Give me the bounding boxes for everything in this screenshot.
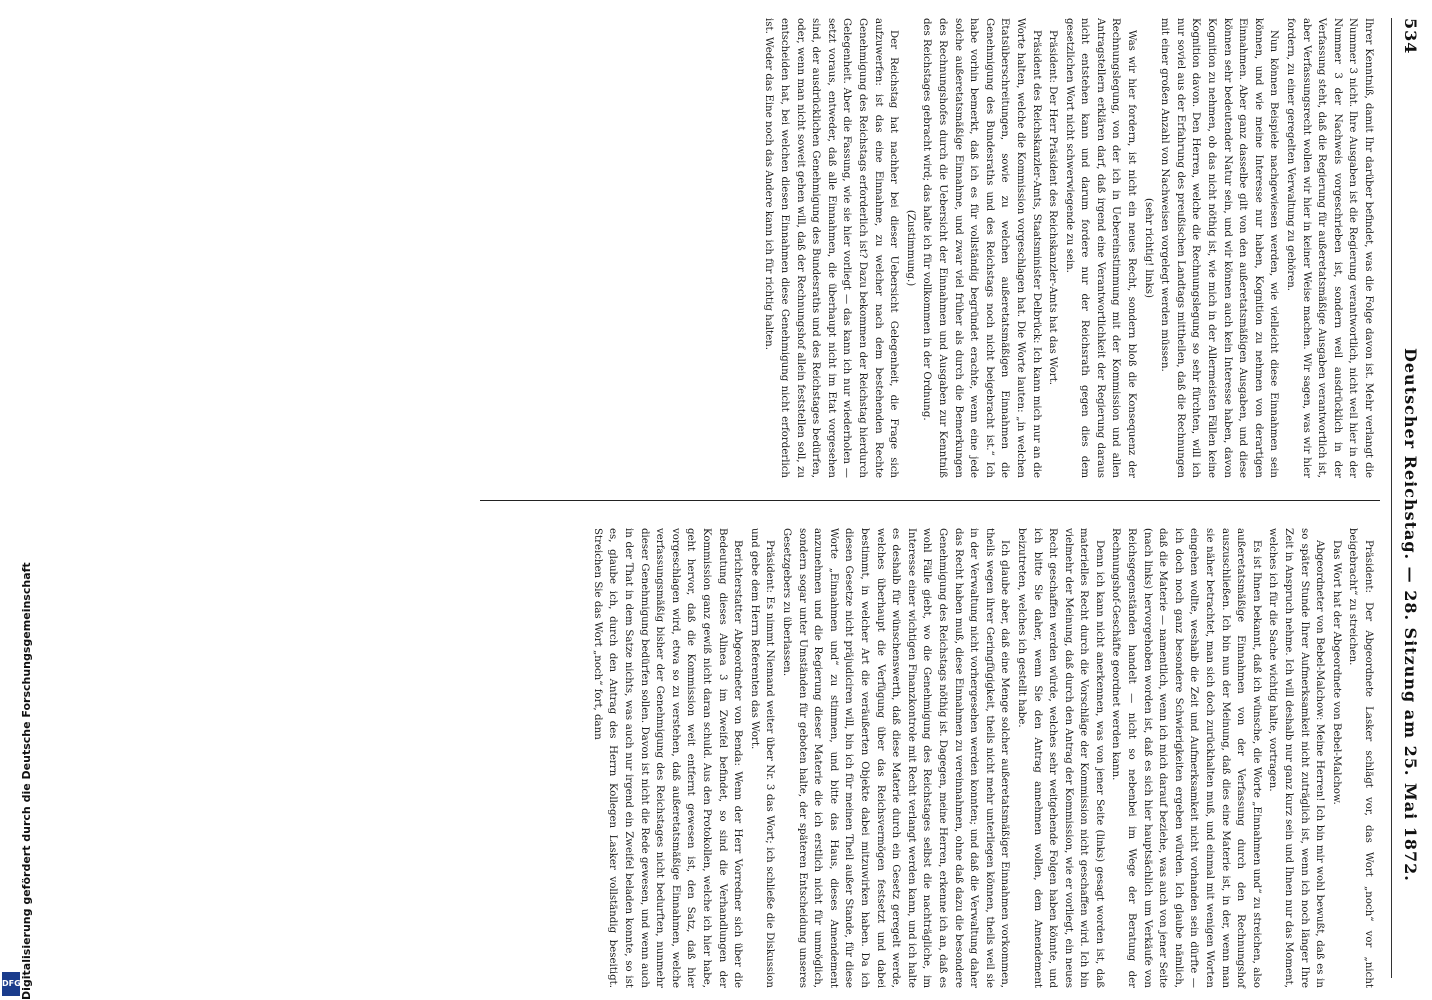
president-statement: Präsident: Der Abgeordnete Lasker schlägt vor, das Wort „noch“ vor „nicht beigebracht“ zu streichen. (1347, 528, 1374, 988)
page-header (1390, 18, 1420, 978)
speech-paragraph: Der Reichstag hat nachher bei dieser Uebersicht Gelegenheit, die Frage sich aufzuwerfen: ist das eine Einnahme, zu welcher nach dem bestehenden Rechte Genehmigung des Reichstags erforderlich ist? Dazu bekommen der Reichstag hierdurch Gelegenheit. Aber die Fassung, wie sie hier vorliegt — das kann ich nur wiederholen — setzt voraus, entweder, daß alle Einnahmen, die überhaupt nicht im Etat vorgesehen sind, der ausdrücklichen Genehmigung des Bundesraths und des Reichstages bedürfen, oder, wenn man nicht soweit gehen will, daß der Rechnungshof allein feststellen soll, zu entscheiden hat, bei welchen diesen Einnahmen diese Genehmigung nicht erforderlich ist. Weder das Eine noch das Andere kann ich für richtig halten. (763, 18, 900, 478)
speech-paragraph: Präsident des Reichskanzler-Amts, Staatsminister Delbrück: Ich kann mich nur an die Worte halten, welche die Kommission vorgeschlagen hat. Die Worte lauten: „in welchen Etatsüberschreitungen, sowie zu welchen außeretatsmäßigen Einnahmen die Genehmigung des Bundesraths und des Reichstags noch nicht beigebracht ist.“ Ich habe vorhin bemerkt, daß ich es für vollständig begründet erachte, wenn eine jede solche außeretatsmäßige Einnahme, und zwar viel früher als durch die Bemerkungen des Rechnungshofes durch die Uebersicht der Einnahmen und Ausgaben zur Kenntniß des Reichstages gebracht wird; das halte ich für vollkommen in der Ordnung. (921, 18, 1042, 478)
speech-paragraph: Ich glaube aber, daß eine Menge solcher außeretatsmäßiger Einnahmen vorkommen, theils wegen ihrer Geringfügigkeit, theils nicht mehr unterliegen können, theils weil sie in der Verwaltung nicht vorhergesehen werden konnten; und daß die Verwaltung daher das Recht haben muß, diese Einnahmen zu vereinnahmen, ohne daß dazu die besondere Genehmigung des Reichstags nöthig ist. Dagegen, meine Herren, erkenne ich an, daß es wohl Fälle giebt, wo die Genehmigung des Reichstages selbst die nachträgliche, im Interesse einer wichtigen Finanzkontrole mit Recht verlangt werden kann, und ich halte es deshalb für wünschenswerth, daß diese Materie durch ein Gesetz geregelt werde, welches überhaupt die Verfügung über das Reichsvermögen festsetzt und dabei bestimmt, in welcher Art die veräußerten Objekte dabei mitzuwirken haben. Da ich diesen Gesetze nicht präjudiciren will, bin ich für meinen Theil außer Stande, für diese Worte „Einnahmen und“ zu stimmen, und bitte das Haus, dieses Amendement anzunehmen und die Regierung dieser Materie die ich erstlich nicht für unmöglich, sondern sogar unter Umständen für geboten halte, der späteren Entscheidung unseres Gesetzgebers zu überlassen. (781, 528, 1011, 988)
dfg-logo: DFG (2, 972, 20, 996)
running-title: Deutscher Reichstag. — 28. Sitzung am 25. Mai 1872. (1401, 348, 1420, 882)
speech-paragraph: Denn ich kann nicht anerkennen, was von jener Seite (links) gesagt worden ist, daß materielles Recht durch die Vorschläge der Kommission nicht geschaffen wird. Ich bin vielmehr der Meinung, daß durch den Antrag der Kommission, wie er vorliegt, ein neues Recht geschaffen werden würde, welches sehr weitgehende Folgen haben könnte, und ich bitte Sie daher, wenn Sie den Antrag annehmen wollen, dem Amendement beizutreten, welches ich gestellt habe. (1015, 528, 1105, 988)
right-column (588, 528, 1376, 988)
paragraph: Ihrer Kenntniß, damit Ihr darüber befindet, was die Folge davon ist. Mehr verlangt die Nummer 3 nicht. Ihre Ausgaben ist die Regierung verantwortlich, nicht weil hier in der Nummer 3 der Nachweis vorgeschrieben ist, sondern weil ausdrücklich in der Verfassung steht, daß die Regierung für außeretatsmäßige Ausgaben verantwortlich ist, aber Verfassungsrecht wollen wir hier in keiner Weise machen. Wir sagen, was wir hier fordern, zu einer geregelten Verwaltung zu gehören. (1285, 18, 1374, 478)
interjection: (sehr richtig! links) (1142, 198, 1154, 298)
interjection: (Zustimmung.) (904, 209, 916, 287)
paragraph: Nun können Beispiele nachgewiesen werden, wie vielleicht diese Einnahmen sein können, und wie meine Interesse nur haben, Kognition zu nehmen von derartigen Einnahmen. Aber ganz dasselbe gilt von den außeretatsmäßigen Ausgaben, und diese können sehr bedeutender Natur sein, und wir können auch kein Interesse haben, davon Kognition zu nehmen, ob das nicht nöthig ist, wie mich in der Allermeisten Fällen keine Kognition davon. Den Herren, welche die Rechnungslegung so sehr fürchten, will ich nur soviel aus der Erfahrung des preußischen Landtags mittheilen, daß die Rechnungen mit einer großen Anzahl von Nachweisen vorgelegt werden müssen. (1159, 18, 1280, 478)
president-statement: Präsident: Der Herr Präsident des Reichskanzler-Amts hat das Wort. (1047, 30, 1059, 386)
column-divider (480, 500, 1380, 501)
speech-paragraph: Es ist Ihnen bekannt, daß ich wünsche, die Worte „Einnahmen und“ zu streichen, also außeretatsmäßige Einnahmen von der Verfassung durch den Rechnungshof auszuschließen. Ich bin nun der Meinung, daß dies eine Materie ist, in der, wenn man sie näher betrachtet, man sich doch zurückhalten muß, und einmal mit wenigen Worten eingehen wollte, weshalb die Zeit und Aufmerksamkeit nicht vorhanden sein dürfte — ich doch noch ganz besondere Schwierigkeiten ergeben würden. Ich glaube nämlich, daß die Materie — namentlich, wenn ich mich darauf beziehe, was auch von jener Seite (nach links) hervorgehoben worden ist, daß es sich hier hauptsächlich um Verkäufe von Reichsgegenständen handelt — nicht so nebenbei im Wege der Beratung der Rechnungshof-Geschäfte geordnet werden kann. (1110, 528, 1262, 988)
paragraph: Was wir hier fordern, ist nicht ein neues Recht, sondern bloß die Konsequenz der Rechnungslegung, von der ich in Uebereinstimmung mit der Kommission und allen Antragstellern erklären darf, daß irgend eine Verantwortlichkeit der Regierung daraus nicht entstehen kann und darum fordere nur der Reichsrath gegen dies dem gesetzlichen Wort nicht schwerwiegende zu sein. (1063, 18, 1138, 478)
president-statement: Präsident: Es nimmt Niemand weiter über Nr. 3 das Wort; ich schließe die Diskussion und gebe dem Herrn Referenten das Wort. (748, 528, 776, 988)
left-column (760, 18, 1376, 478)
header-rule (1391, 18, 1392, 978)
digitization-credit: Digitalisierung gefördert durch die Deutsche Forschungsgemeinschaft (20, 562, 33, 1000)
president-statement: Das Wort hat der Abgeordnete von Bebel-Malchow. (1330, 540, 1342, 805)
speech-paragraph: Abgeordneter von Bebel-Malchow: Meine Herren! Ich bin mir wohl bewußt, daß es in so später Stunde Ihrer Aufmerksamkeit nicht zuträglich ist, wenn ich noch länger Ihre Zeit in Anspruch nehme. Ich will deshalb nur ganz kurz sein und Ihnen nur das Moment, welches ich für die Sache wichtig halte, vortragen. (1267, 528, 1326, 988)
digitization-footer (0, 560, 33, 1000)
page-number: 534 (1401, 18, 1420, 55)
speech-paragraph: Berichterstatter Abgeordneter von Benda: Wenn der Herr Vorredner sich über die Bedeutung dieses Alinea 3 im Zweifel befindet, so sind die Verhandlungen der Kommission ganz gewiß nicht daran schuld. Aus den Protokollen, welche ich hier habe, geht hervor, daß die Kommission weit entfernt gewesen ist, den Satz, daß hier vorgeschlagen wird, etwa so zu verstehen, daß außeretatsmäßige Einnahmen, welche verfassungsmäßig bisher der Genehmigung des Reichstages nicht bedurften, nunmehr dieser Genehmigung bedürfen sollen. Davon ist nicht die Rede gewesen, und wenn auch in der That in dem Satze nichts, was auch nur irgend ein Zweifel beladen konnte, so ist es, glaube ich, durch den Antrag des Herrn Kollegen Lasker vollständig beseitigt. Streichen Sie das Wort „noch“ fort, dann (591, 528, 744, 988)
